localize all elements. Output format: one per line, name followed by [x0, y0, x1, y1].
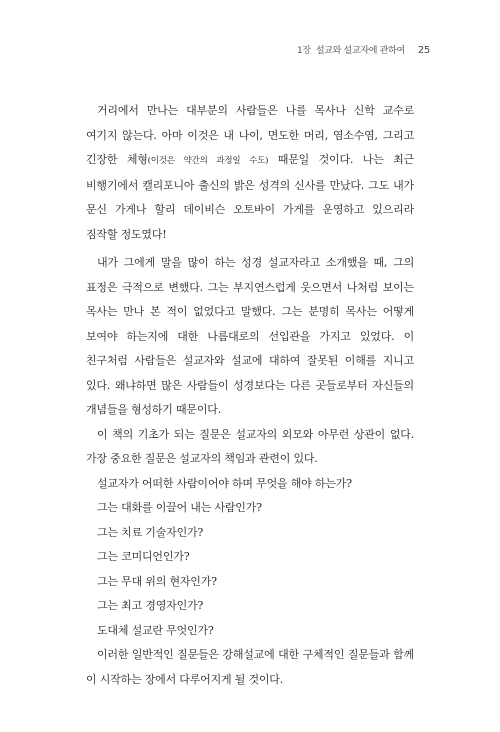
- chapter-label: 1장: [296, 46, 311, 56]
- question-7: 도대체 설교란 무엇인가?: [97, 623, 214, 637]
- question-5: 그는 무대 위의 현자인가?: [97, 574, 217, 588]
- question-2: 그는 대화를 이끌어 내는 사람인가?: [97, 501, 262, 514]
- body-text: [86, 99, 414, 692]
- chapter-title: 설교와 설교자에 관하여: [315, 46, 405, 56]
- question-1: 설교자가 어떠한 사람이어야 하며 무엇을 해야 하는가?: [97, 476, 352, 490]
- running-head: [297, 43, 430, 56]
- paragraph-1-part-a: 거리에서 만나는 대부분의 사람들은 나를 목사나 신학 교수로 여기지 않는다. 아마 이것은 내 나이, 면도한 머리, 염소수염, 그리고 긴장한 체형: [86, 104, 414, 166]
- paragraph-4: 이러한 일반적인 질문들은 강해설교에 대한 구체적인 질문들과 함께 이 시작하는 장에서 다루어지게 될 것이다.: [86, 648, 414, 686]
- question-6: 그는 최고 경영자인가?: [97, 599, 204, 612]
- page-number: 25: [417, 45, 430, 56]
- paragraph-1-aside: (이것은 약간의 과정일 수도): [147, 156, 269, 166]
- paragraph-2: 내가 그에게 말을 많이 하는 성경 설교자라고 소개했을 때, 그의 표정은 극적으로 변했다. 그는 부지연스럽게 웃으면서 나처럼 보이는 목사는 만나 본 적이 없었다고 말했다. 그는 분명히 목사는 어떻게 보여야 하는지에 대한 나름대로의 선입관을 가지고 있었다. 이 친구처럼 사람들은 설교자와 설교에 대하여 잘못된 이해를 지니고 있다. 왜냐하면 많은 사람들이 성경보다는 다른 곳들로부터 자신들의 개념들을 형성하기 때문이다.: [86, 256, 414, 416]
- paragraph-1: [86, 99, 414, 247]
- paragraph-3: 이 책의 기초가 되는 질문은 설교자의 외모와 아무런 상관이 없다. 가장 중요한 질문은 설교자의 책임과 관련이 있다.: [86, 427, 414, 465]
- question-4: 그는 코미디언인가?: [97, 550, 190, 563]
- paragraph-1-part-b: 때문일 것이다. 나는 최근 비행기에서 캘리포니아 출신의 밝은 성격의 신사를 만났다. 그도 내가 문신 가게나 할리 데이비슨 오토바이 가게를 운영하고 있으리라 짐작할 정도였다!: [86, 153, 414, 241]
- question-3: 그는 치료 기술자인가?: [97, 525, 204, 539]
